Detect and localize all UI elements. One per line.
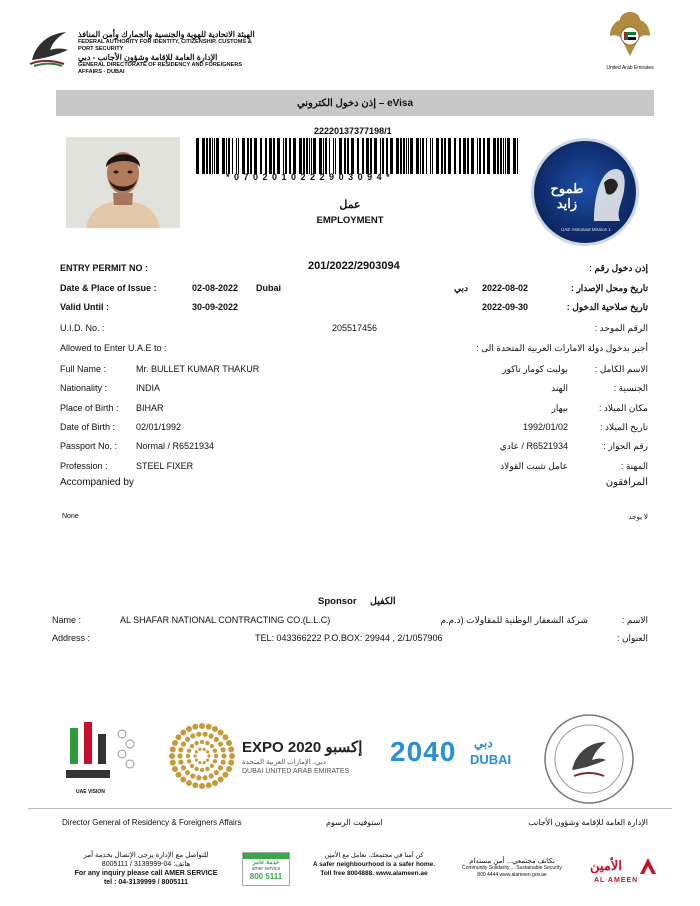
sponsor-title-ar: الكفيل: [370, 596, 396, 607]
alameen-mark-icon: [638, 856, 658, 876]
community-contact: 800 4444 www.alameen.gov.ae: [477, 872, 547, 878]
allowed-label-ar: أجيز بدخول دولة الامارات العربية المتحدة الى :: [476, 343, 648, 353]
person-field-label: Date of Birth :: [60, 422, 116, 432]
badge-caption: UAE Astronaut Mission 1: [561, 227, 611, 232]
dubai-2040-en: DUBAI: [470, 752, 512, 767]
sponsor-address-label-ar: العنوان :: [616, 633, 648, 643]
amer-logo-ar: خدمة عامر: [252, 860, 280, 866]
barcode-number-top: 22220137377198/1: [314, 126, 392, 136]
uid-label: U.I.D. No. :: [60, 323, 105, 333]
authority-name-ar: الهيئة الاتحادية للهوية والجنسية والجمارك وأمن المنافذ: [78, 30, 255, 39]
uae-vision-logo: [60, 720, 146, 795]
person-field-label-ar: الجنسية :: [613, 383, 648, 393]
issue-label: Date & Place of Issue :: [60, 283, 157, 293]
community-solidarity: [458, 858, 566, 879]
amer-service-logo: [242, 852, 290, 886]
uae-vision-icon: [60, 720, 146, 784]
barcode-icon: [196, 138, 521, 174]
person-field-label: Place of Birth :: [60, 403, 119, 413]
valid-until-date-ar: 2022-09-30: [482, 302, 529, 312]
uid-label-ar: الرقم الموحد :: [594, 323, 648, 333]
sponsor-address-label: Address :: [52, 633, 91, 643]
residency-seal: [542, 712, 636, 806]
fees-paid-label: استوفيت الرسوم: [326, 818, 383, 827]
alameen-logo-ar: الأمين: [590, 858, 622, 873]
authority-name-en: FEDERAL AUTHORITY FOR IDENTITY, CITIZENSHIP, CUSTOMS & PORT SECURITY: [78, 39, 252, 52]
entry-permit-label: ENTRY PERMIT NO :: [60, 263, 149, 273]
person-field-label-ar: الاسم الكامل :: [594, 364, 648, 374]
person-field-value: INDIA: [136, 383, 161, 393]
accompanied-label: Accompanied by: [60, 477, 134, 488]
expo-sub-en: DUBAI UNITED ARAB EMIRATES: [242, 768, 350, 775]
accompanied-value: None: [62, 513, 79, 520]
sponsor-name-label-ar: الاسم :: [621, 615, 648, 625]
sponsor-name: AL SHAFAR NATIONAL CONTRACTING CO.(L.L.C): [120, 615, 331, 625]
directorate-name-en: GENERAL DIRECTORATE OF RESIDENCY AND FOREIGNERS AFFAIRS - DUBAI: [78, 62, 243, 75]
sponsor-name-label: Name :: [52, 615, 82, 625]
alameen-logo: [590, 856, 660, 888]
sponsor-title: Sponsor: [318, 596, 357, 607]
issue-date: 02-08-2022: [192, 283, 239, 293]
visa-type-en: EMPLOYMENT: [316, 215, 384, 226]
amer-contact-ar-2: هاتف: 04-3139999 / 8005111: [101, 861, 191, 868]
issue-label-ar: تاريخ ومحل الإصدار :: [570, 283, 648, 293]
expo-sub-ar: دبي، الإمارات العربية المتحدة: [242, 759, 326, 766]
barcode: [196, 138, 521, 174]
expo-ring-icon: [168, 722, 236, 790]
astronaut-icon: [586, 163, 628, 223]
valid-until-date: 30-09-2022: [192, 302, 239, 312]
uid-number: 205517456: [332, 323, 378, 333]
expo-title-ar: إكسبو: [325, 739, 363, 756]
applicant-photo: [66, 137, 180, 228]
amer-logo-en: amer service: [251, 866, 281, 872]
evisa-banner: [56, 90, 654, 116]
person-field-value: Mr. BULLET KUMAR THAKUR: [136, 364, 260, 374]
evisa-title: إذن دخول الكتروني – eVisa: [296, 97, 414, 109]
issue-date-ar: 2022-08-02: [482, 283, 529, 293]
authority-header-text: [78, 30, 260, 76]
community-en: Community Solidarity ... Sustainable Security: [462, 865, 562, 871]
authority-logo: [26, 26, 74, 68]
issue-place-ar: دبي: [454, 283, 469, 293]
uae-emblem-icon: [608, 8, 652, 60]
person-field-label-ar: رقم الجواز :: [603, 441, 648, 451]
person-photo-icon: [66, 137, 180, 228]
emblem-caption: United Arab Emirates: [606, 65, 654, 71]
alameen-logo-en: AL AMEEN: [594, 877, 639, 884]
alameen-contact-en-1: A safer neighbourhood is a safer home.: [312, 861, 436, 868]
dubai-2040-ar: دبي: [474, 736, 493, 750]
person-field-label: Full Name :: [60, 364, 107, 374]
person-field-label: Nationality :: [60, 383, 108, 393]
person-field-value: BIHAR: [136, 403, 164, 413]
sponsor-name-ar: شركة الشعفار الوطنية للمقاولات (ذ.م.م: [440, 615, 588, 625]
footer-divider: [28, 808, 672, 809]
directorate-name-ar: الإدارة العامة للإقامة وشؤون الأجانب - دبي: [78, 53, 218, 62]
community-ar: تكاتف مجتمعي... أمن مستدام: [469, 858, 555, 865]
falcon-logo-icon: [26, 26, 74, 68]
accompanied-label-ar: المرافقون: [605, 477, 648, 488]
expo-2020-logo: [168, 722, 363, 794]
person-field-value-ar: بيهار: [551, 403, 568, 413]
sponsor-address: TEL: 043366222 P.O.BOX: 29944 , 2/1/057906: [255, 633, 443, 643]
director-title: Director General of Residency & Foreigners Affairs: [62, 818, 242, 827]
person-field-value-ar: الهند: [551, 383, 568, 393]
valid-until-label-ar: تاريخ صلاحية الدخول :: [566, 302, 648, 312]
residency-seal-icon: [542, 712, 636, 806]
amer-contact-en-1: For any inquiry please call AMER SERVICE: [74, 870, 218, 877]
person-field-label-ar: تاريخ الميلاد :: [600, 422, 648, 432]
uae-vision-caption: UAE VISION: [76, 789, 105, 795]
zayed-ambition-badge: [531, 138, 639, 246]
person-field-label-ar: المهنة :: [620, 461, 648, 471]
person-field-value: STEEL FIXER: [136, 461, 194, 471]
person-field-label-ar: مكان الميلاد :: [598, 403, 648, 413]
allowed-label: Allowed to Enter U.A.E to :: [60, 343, 167, 353]
valid-until-label: Valid Until :: [60, 302, 110, 312]
department-ar: الإدارة العامة للإقامة وشؤون الأجانب: [528, 818, 648, 827]
alameen-contact-ar: كن آمنا في مجتمعك، تعامل مع الأمين: [324, 852, 424, 859]
visa-type-ar: عمل: [339, 199, 361, 211]
person-field-label: Profession :: [60, 461, 108, 471]
person-field-label: Passport No. :: [60, 441, 118, 451]
person-field-value: 02/01/1992: [136, 422, 182, 432]
visa-type: [200, 198, 500, 226]
issue-place: Dubai: [256, 283, 282, 293]
amer-contact-ar-1: للتواصل مع الإدارة يرجى الإتصال بخدمة آمر: [83, 852, 209, 859]
entry-permit-number: 201/2022/2903094: [308, 260, 400, 272]
amer-contact: [56, 851, 236, 887]
entry-permit-label-ar: إذن دخول رقم :: [588, 263, 648, 273]
accompanied-value-ar: لا يوجد: [628, 514, 648, 521]
amer-logo-number: 800 5111: [249, 872, 283, 881]
dubai-2040-logo: [390, 736, 520, 776]
amer-contact-en-2: tel : 04-3139999 / 8005111: [103, 879, 189, 886]
alameen-contact-en-2: Toll free 8004888. www.alameen.ae: [320, 870, 428, 877]
barcode-number-bottom: * 0 7 0 2 0 1 0 2 2 2 9 0 3 0 9 4 *: [226, 172, 391, 182]
uae-emblem: [600, 8, 660, 70]
person-field-value: Normal / R6521934: [136, 441, 215, 451]
person-field-value-ar: R6521934 / عادي: [499, 441, 568, 451]
person-field-value-ar: عامل تثبيت القولاذ: [500, 461, 568, 471]
alameen-contact: [298, 851, 450, 878]
dubai-2040-number: 2040: [390, 736, 457, 767]
person-field-value-ar: 1992/01/02: [522, 422, 568, 432]
expo-title: EXPO 2020: [242, 739, 322, 756]
person-field-value-ar: بوليت كومار تاكور: [502, 364, 568, 374]
badge-text-ar: طموح زايد: [550, 181, 584, 211]
